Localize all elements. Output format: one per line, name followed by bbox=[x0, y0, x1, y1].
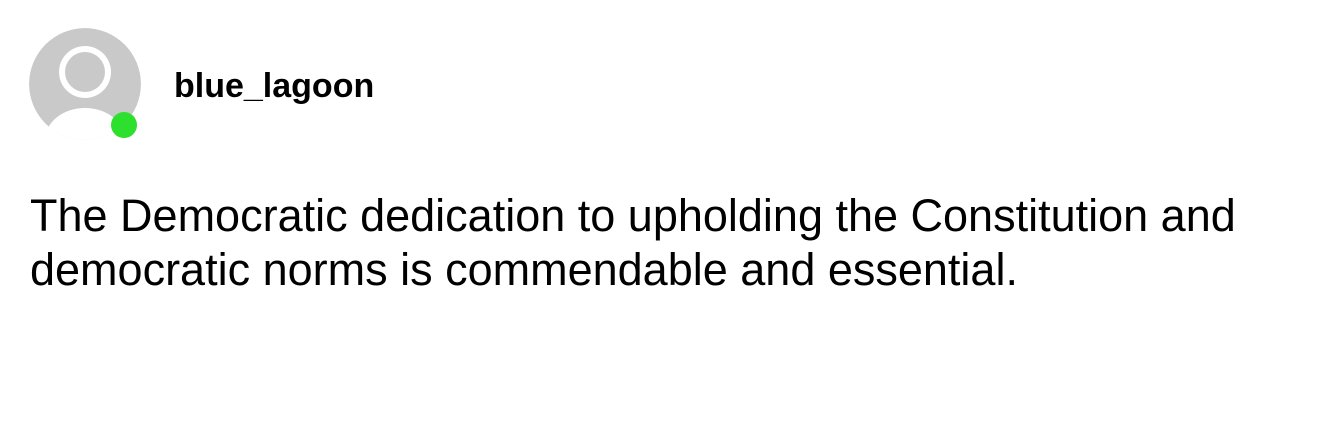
post-message: The Democratic dedication to upholding the Constitution and democratic norms is commendable and essential. bbox=[30, 190, 1236, 295]
online-status-dot bbox=[111, 112, 137, 138]
avatar[interactable] bbox=[28, 28, 144, 140]
post-header bbox=[28, 28, 375, 140]
username[interactable]: blue_lagoon bbox=[174, 67, 375, 105]
